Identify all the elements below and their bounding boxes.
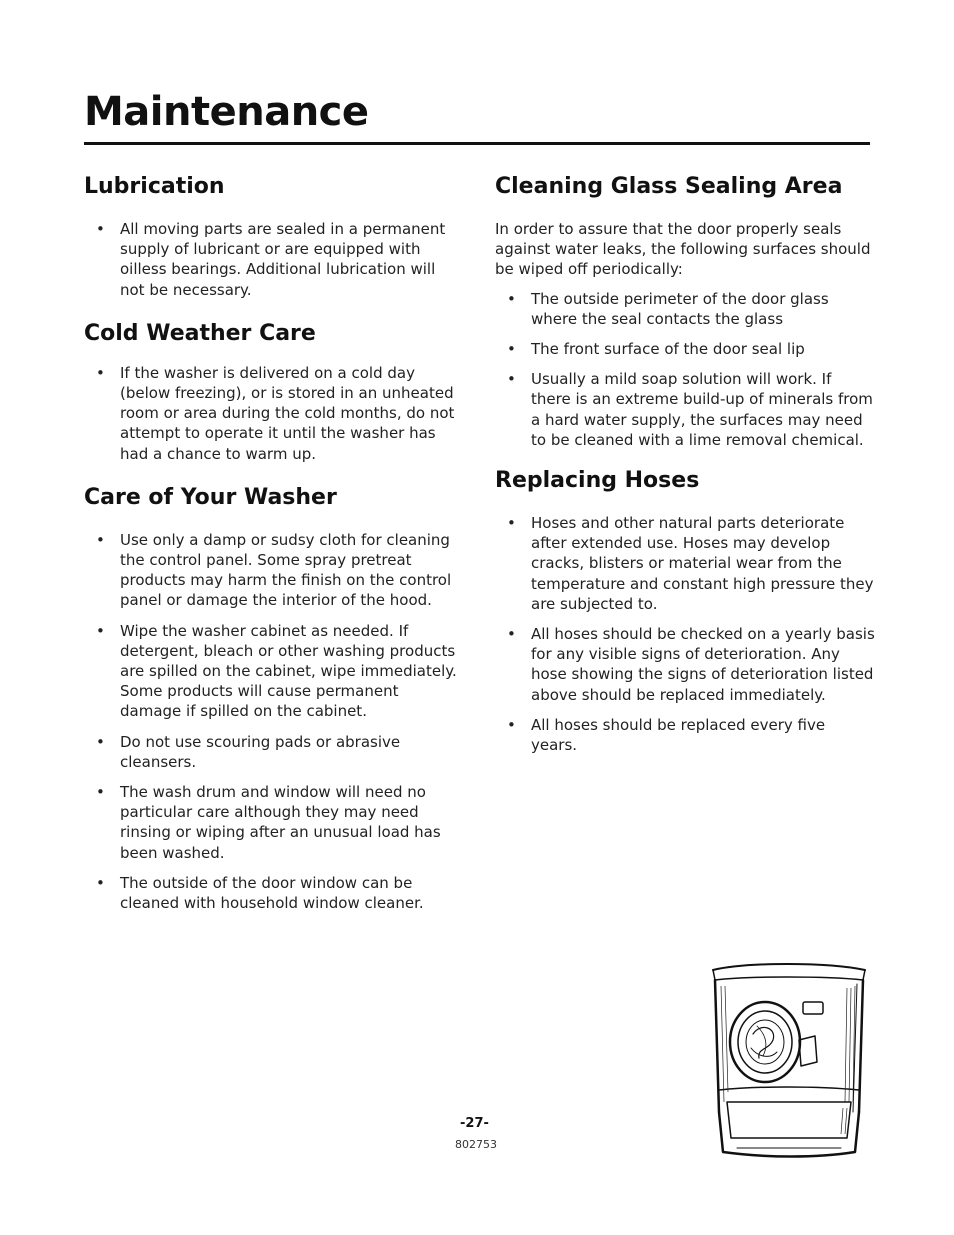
list-item-text: All moving parts are sealed in a permanent supply of lubricant or are equipped with oilless bearings. Additional lubrication will not be necessary. xyxy=(120,220,446,299)
list-item-text: Hoses and other natural parts deteriorate after extended use. Hoses may develop cracks, blisters or material wear from the temperature and constant high pressure they are subjected to. xyxy=(531,514,874,613)
lubrication-list xyxy=(84,219,460,300)
page-title: Maintenance xyxy=(84,89,369,135)
bullet-icon: • xyxy=(96,732,105,751)
document-code: 802753 xyxy=(455,1138,497,1151)
bullet-icon: • xyxy=(96,530,105,549)
list-item-text: The outside of the door window can be cleaned with household window cleaner. xyxy=(120,873,424,913)
bullet-icon: • xyxy=(507,715,516,734)
section-heading-replacing-hoses: Replacing Hoses xyxy=(495,468,700,494)
list-item xyxy=(495,289,875,329)
bullet-icon: • xyxy=(96,220,105,238)
bullet-icon: • xyxy=(96,783,105,802)
list-item-text: If the washer is delivered on a cold day (below freezing), or is stored in an unheated room or area during the cold months, do not attempt to operate it until the washer has had a chance to warm up. xyxy=(120,363,455,463)
list-item-text: Use only a damp or sudsy cloth for cleaning the control panel. Some spray pretreat products may harm the finish on the control panel or damage the interior of the hood. xyxy=(120,530,452,610)
list-item xyxy=(495,513,875,614)
list-item xyxy=(495,624,875,705)
list-item xyxy=(84,873,460,913)
bullet-icon: • xyxy=(507,340,516,359)
list-item xyxy=(84,363,460,464)
list-item xyxy=(84,732,460,772)
replacing-hoses-list xyxy=(495,513,875,755)
list-item-text: The front surface of the door seal lip xyxy=(531,340,805,359)
list-item-text: All hoses should be checked on a yearly basis for any visible signs of deterioration. Any hose showing the signs of deterioration listed above should be replaced immediately. xyxy=(531,625,875,704)
list-item-text: The outside perimeter of the door glass where the seal contacts the glass xyxy=(531,289,829,328)
right-column xyxy=(495,170,875,755)
list-item-text: Usually a mild soap solution will work. If there is an extreme build-up of minerals from a hard water supply, the surfaces may need to be cleaned with a lime removal chemical. xyxy=(531,370,873,449)
bullet-icon: • xyxy=(507,625,516,644)
list-item xyxy=(84,219,460,300)
bullet-icon: • xyxy=(507,514,516,533)
list-item xyxy=(495,715,875,755)
section-heading-lubrication: Lubrication xyxy=(84,174,225,199)
list-item-text: The wash drum and window will need no particular care although they may need rinsing or wiping after an unusual load has been washed. xyxy=(120,783,441,862)
washer-illustration xyxy=(707,962,871,1162)
bullet-icon: • xyxy=(507,370,516,389)
cleaning-glass-list xyxy=(495,289,875,450)
left-column xyxy=(84,170,460,913)
list-item xyxy=(495,369,875,450)
list-item xyxy=(495,339,875,359)
list-item-text: All hoses should be replaced every five years. xyxy=(531,715,826,755)
title-rule xyxy=(84,142,870,145)
cleaning-glass-intro: In order to assure that the door properly seals against water leaks, the following surfaces should be wiped off periodically: xyxy=(495,220,871,279)
list-item-text: Do not use scouring pads or abrasive cleansers. xyxy=(120,732,401,771)
list-item xyxy=(84,530,460,611)
bullet-icon: • xyxy=(96,621,105,640)
care-list xyxy=(84,530,460,913)
list-item-text: Wipe the washer cabinet as needed. If detergent, bleach or other washing products are spilled on the cabinet, wipe immediately. Some products will cause permanent damage if spilled on the cabinet. xyxy=(120,621,457,721)
bullet-icon: • xyxy=(96,873,105,892)
bullet-icon: • xyxy=(507,289,516,308)
section-heading-cold-weather: Cold Weather Care xyxy=(84,320,316,346)
list-item xyxy=(84,621,460,722)
bullet-icon: • xyxy=(96,363,105,382)
cold-weather-list xyxy=(84,363,460,464)
list-item xyxy=(84,782,460,863)
section-heading-cleaning-glass: Cleaning Glass Sealing Area xyxy=(495,174,843,199)
section-heading-care: Care of Your Washer xyxy=(84,484,337,510)
page-number: -27- xyxy=(460,1116,489,1131)
